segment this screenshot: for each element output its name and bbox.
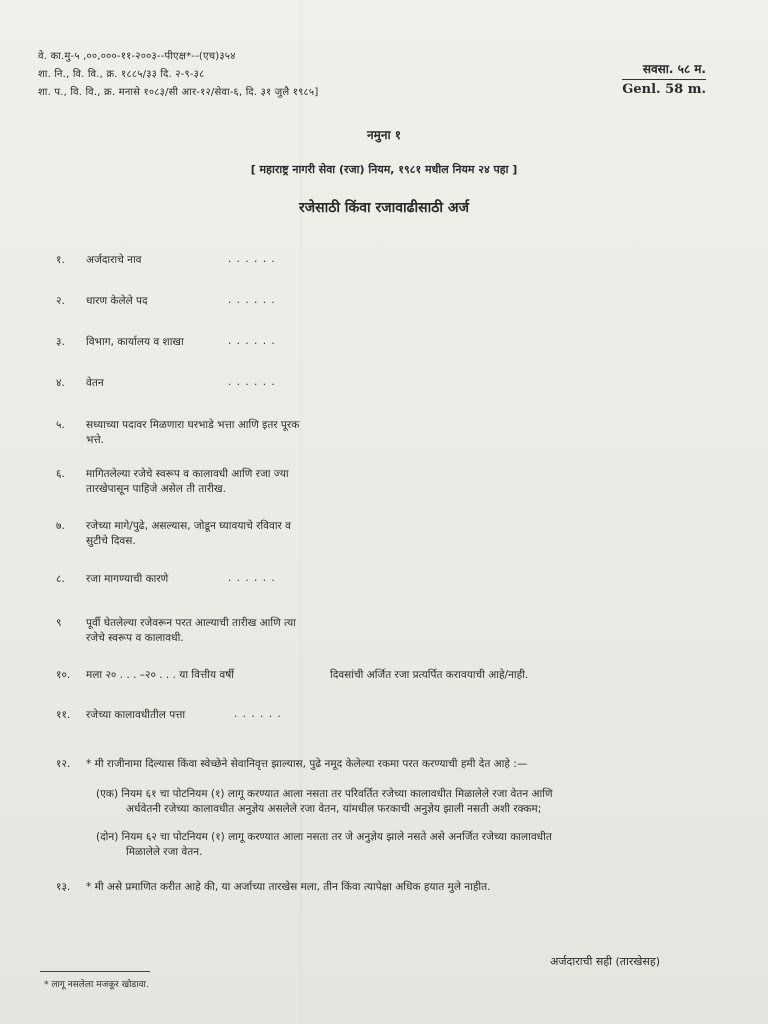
form-number: नमुना १ bbox=[366, 128, 402, 142]
item-label: मला २० . . . –२० . . . या वित्तीय वर्षी bbox=[86, 669, 235, 681]
fill-dots: . . . . . . bbox=[228, 572, 276, 584]
footnote-rule bbox=[40, 971, 150, 972]
item-label-cont: तारखेपासून पाहिजे असेल ती तारीख. bbox=[86, 483, 226, 495]
item-label: वेतन bbox=[86, 377, 104, 389]
item-label: विभाग, कार्यालय व शाखा bbox=[86, 336, 184, 348]
item-number: ८. bbox=[56, 573, 65, 585]
item-label: * मी असे प्रमाणित करीत आहे की, या अर्जाच्या तारखेस मला, तीन किंवा त्यापेक्षा अधिक हयात मुले नाहीत. bbox=[86, 881, 491, 893]
item-label: रजेच्या कालावधीतील पत्ता bbox=[86, 709, 186, 721]
item-label-cont: रजेचे स्वरूप व कालावधी. bbox=[86, 632, 184, 644]
item-number: ९ bbox=[56, 617, 62, 629]
fill-dots: . . . . . . bbox=[234, 708, 282, 720]
form-code bbox=[622, 60, 706, 97]
form-code-marathi: सवसा. ५८ म. bbox=[622, 60, 706, 80]
header-line-1: वे. का.मु-५ ,००,०००-११-२००३--पीएक्ष*--(एच)३५४ bbox=[38, 51, 236, 62]
item-number: ३. bbox=[56, 336, 65, 348]
sub-item-label-cont: मिळालेले रजा वेतन. bbox=[126, 846, 203, 858]
applicant-signature: अर्जदाराची सही (तारखेसह) bbox=[549, 955, 660, 968]
header-line-2: शा. नि., वि. वि., क्र. १८८५/३३ दि. २-९-३८ bbox=[38, 69, 205, 80]
fill-dots: . . . . . . bbox=[228, 294, 276, 306]
sub-item-label: (एक) नियम ६१ चा पोटनियम (१) लागू करण्यात आला नसता तर परिवर्तित रजेच्या कालावधीत मिळालेले रजा वेतन आणि bbox=[96, 788, 553, 800]
sub-item-label-cont: अर्धवेतनी रजेच्या कालावधीत अनुज्ञेय असलेले रजा वेतन, यांमधील फरकाची अनुज्ञेय झाली नसती अशी रक्कम; bbox=[126, 803, 542, 815]
item-number: ४. bbox=[56, 377, 65, 389]
item-label: मागितलेल्या रजेचे स्वरूप व कालावधी आणि रजा ज्या bbox=[86, 468, 289, 480]
sub-item-one bbox=[96, 787, 553, 817]
item-number: ५. bbox=[56, 419, 65, 431]
item-label: धारण केलेले पद bbox=[86, 295, 148, 307]
item-label-cont: भत्ते. bbox=[86, 434, 104, 446]
item-number: २. bbox=[56, 295, 65, 307]
item-number: ७. bbox=[56, 520, 65, 532]
item-label: पूर्वी घेतलेल्या रजेवरून परत आल्याची तारीख आणि त्या bbox=[86, 617, 296, 629]
item-label: सध्याच्या पदावर मिळणारा घरभाडे भत्ता आणि इतर पूरक bbox=[86, 419, 300, 431]
item-label: रजा मागण्याची कारणे bbox=[86, 573, 169, 585]
item-number: ११. bbox=[56, 709, 71, 721]
fill-dots: . . . . . . bbox=[228, 335, 276, 347]
item-number: ६. bbox=[56, 468, 65, 480]
rule-reference: [ महाराष्ट्र नागरी सेवा (रजा) नियम, १९८१ मधील नियम २४ पहा ] bbox=[250, 163, 518, 176]
paper-fold bbox=[300, 0, 301, 1024]
sub-item-two bbox=[96, 830, 552, 860]
header-line-3: शा. प., वि. वि., क्र. मनासे १०८३/सी आर-१२/सेवा-६, दि. ३१ जुलै १९८५] bbox=[38, 87, 319, 98]
item-number: १२. bbox=[56, 758, 71, 770]
fill-dots: . . . . . . bbox=[228, 376, 276, 388]
item-label: अर्जदाराचे नाव bbox=[86, 254, 142, 266]
item-label-right: दिवसांची अर्जित रजा प्रत्यर्पित करावयाची आहे/नाही. bbox=[330, 669, 529, 681]
item-number: १०. bbox=[56, 669, 71, 681]
form-title: रजेसाठी किंवा रजावाढीसाठी अर्ज bbox=[299, 200, 469, 216]
footnote: * लागू नसलेला मजकूर खोडावा. bbox=[44, 980, 149, 990]
sub-item-label: (दोन) नियम ६२ चा पोटनियम (१) लागू करण्यात आला नसता तर जे अनुज्ञेय झाले नसते असे अनर्जित रजेच्या कालावधीत bbox=[96, 831, 552, 843]
fill-dots: . . . . . . bbox=[228, 253, 276, 265]
form-code-english: Genl. 58 m. bbox=[622, 82, 706, 97]
item-label: रजेच्या मागे/पुढे, असल्यास, जोडून घ्यावयाचे रविवार व bbox=[86, 520, 292, 532]
item-number: १. bbox=[56, 254, 65, 266]
item-label-cont: सुटीचे दिवस. bbox=[86, 535, 136, 547]
item-label: * मी राजीनामा दिल्यास किंवा स्वेच्छेने सेवानिवृत्त झाल्यास, पुढे नमूद केलेल्या रकमा परत करण्याची हमी देत आहे :— bbox=[86, 758, 528, 770]
item-number: १३. bbox=[56, 881, 71, 893]
